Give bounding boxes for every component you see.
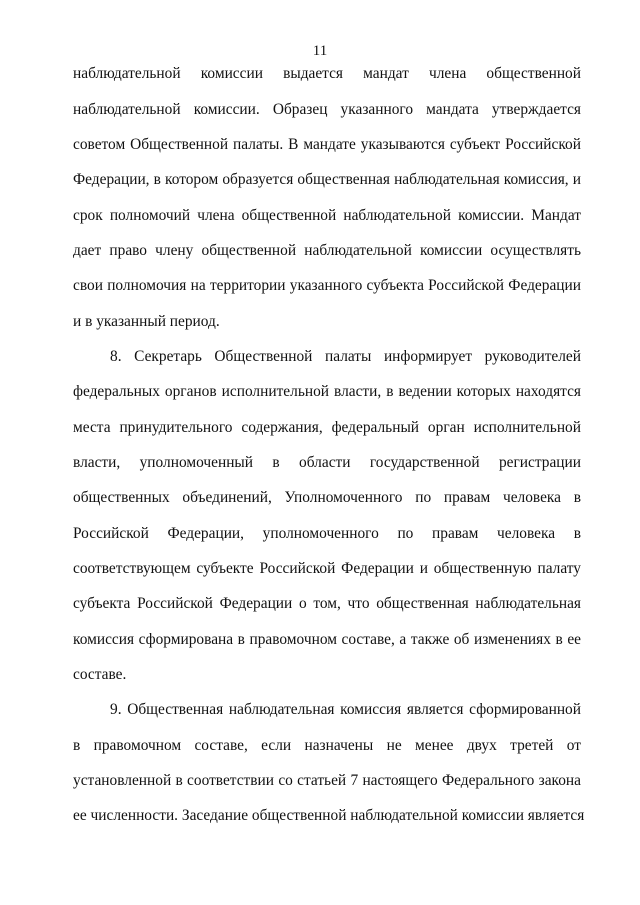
text-line: комиссия сформирована в правомочном составе, а также об изменениях в ее xyxy=(73,631,581,648)
text-line: составе. xyxy=(73,666,127,683)
text-line: соответствующем субъекте Российской Федерации и общественную палату xyxy=(73,560,581,577)
text-line: наблюдательной комиссии. Образец указанного мандата утверждается xyxy=(73,101,581,118)
text-line: общественных объединений, Уполномоченного по правам человека в xyxy=(73,489,581,506)
text-line: Федерации, в котором образуется общественная наблюдательная комиссия, и xyxy=(73,171,581,188)
text-line: федеральных органов исполнительной власти, в ведении которых находятся xyxy=(73,383,581,400)
text-line: Российской Федерации, уполномоченного по правам человека в xyxy=(73,525,581,542)
text-line: места принудительного содержания, федеральный орган исполнительной xyxy=(73,419,581,436)
text-line: свои полномочия на территории указанного субъекта Российской Федерации xyxy=(73,277,581,294)
page-number: 11 xyxy=(312,43,328,59)
text-line: субъекта Российской Федерации о том, что общественная наблюдательная xyxy=(73,595,581,612)
text-line: дает право члену общественной наблюдательной комиссии осуществлять xyxy=(73,242,581,259)
text-line: ее численности. Заседание общественной наблюдательной комиссии является xyxy=(73,807,585,824)
text-line: советом Общественной палаты. В мандате указываются субъект Российской xyxy=(73,136,581,153)
paragraph-8-start: 8. Секретарь Общественной палаты информирует руководителей xyxy=(110,348,581,365)
text-line: власти, уполномоченный в области государственной регистрации xyxy=(73,454,581,471)
text-line: срок полномочий члена общественной наблюдательной комиссии. Мандат xyxy=(73,207,581,224)
text-line: и в указанный период. xyxy=(73,313,220,330)
text-line: установленной в соответствии со статьей 7 настоящего Федерального закона xyxy=(73,772,581,789)
paragraph-9-start: 9. Общественная наблюдательная комиссия является сформированной xyxy=(110,701,581,718)
text-line: наблюдательной комиссии выдается мандат члена общественной xyxy=(73,65,581,82)
text-line: в правомочном составе, если назначены не менее двух третей от xyxy=(73,737,581,754)
